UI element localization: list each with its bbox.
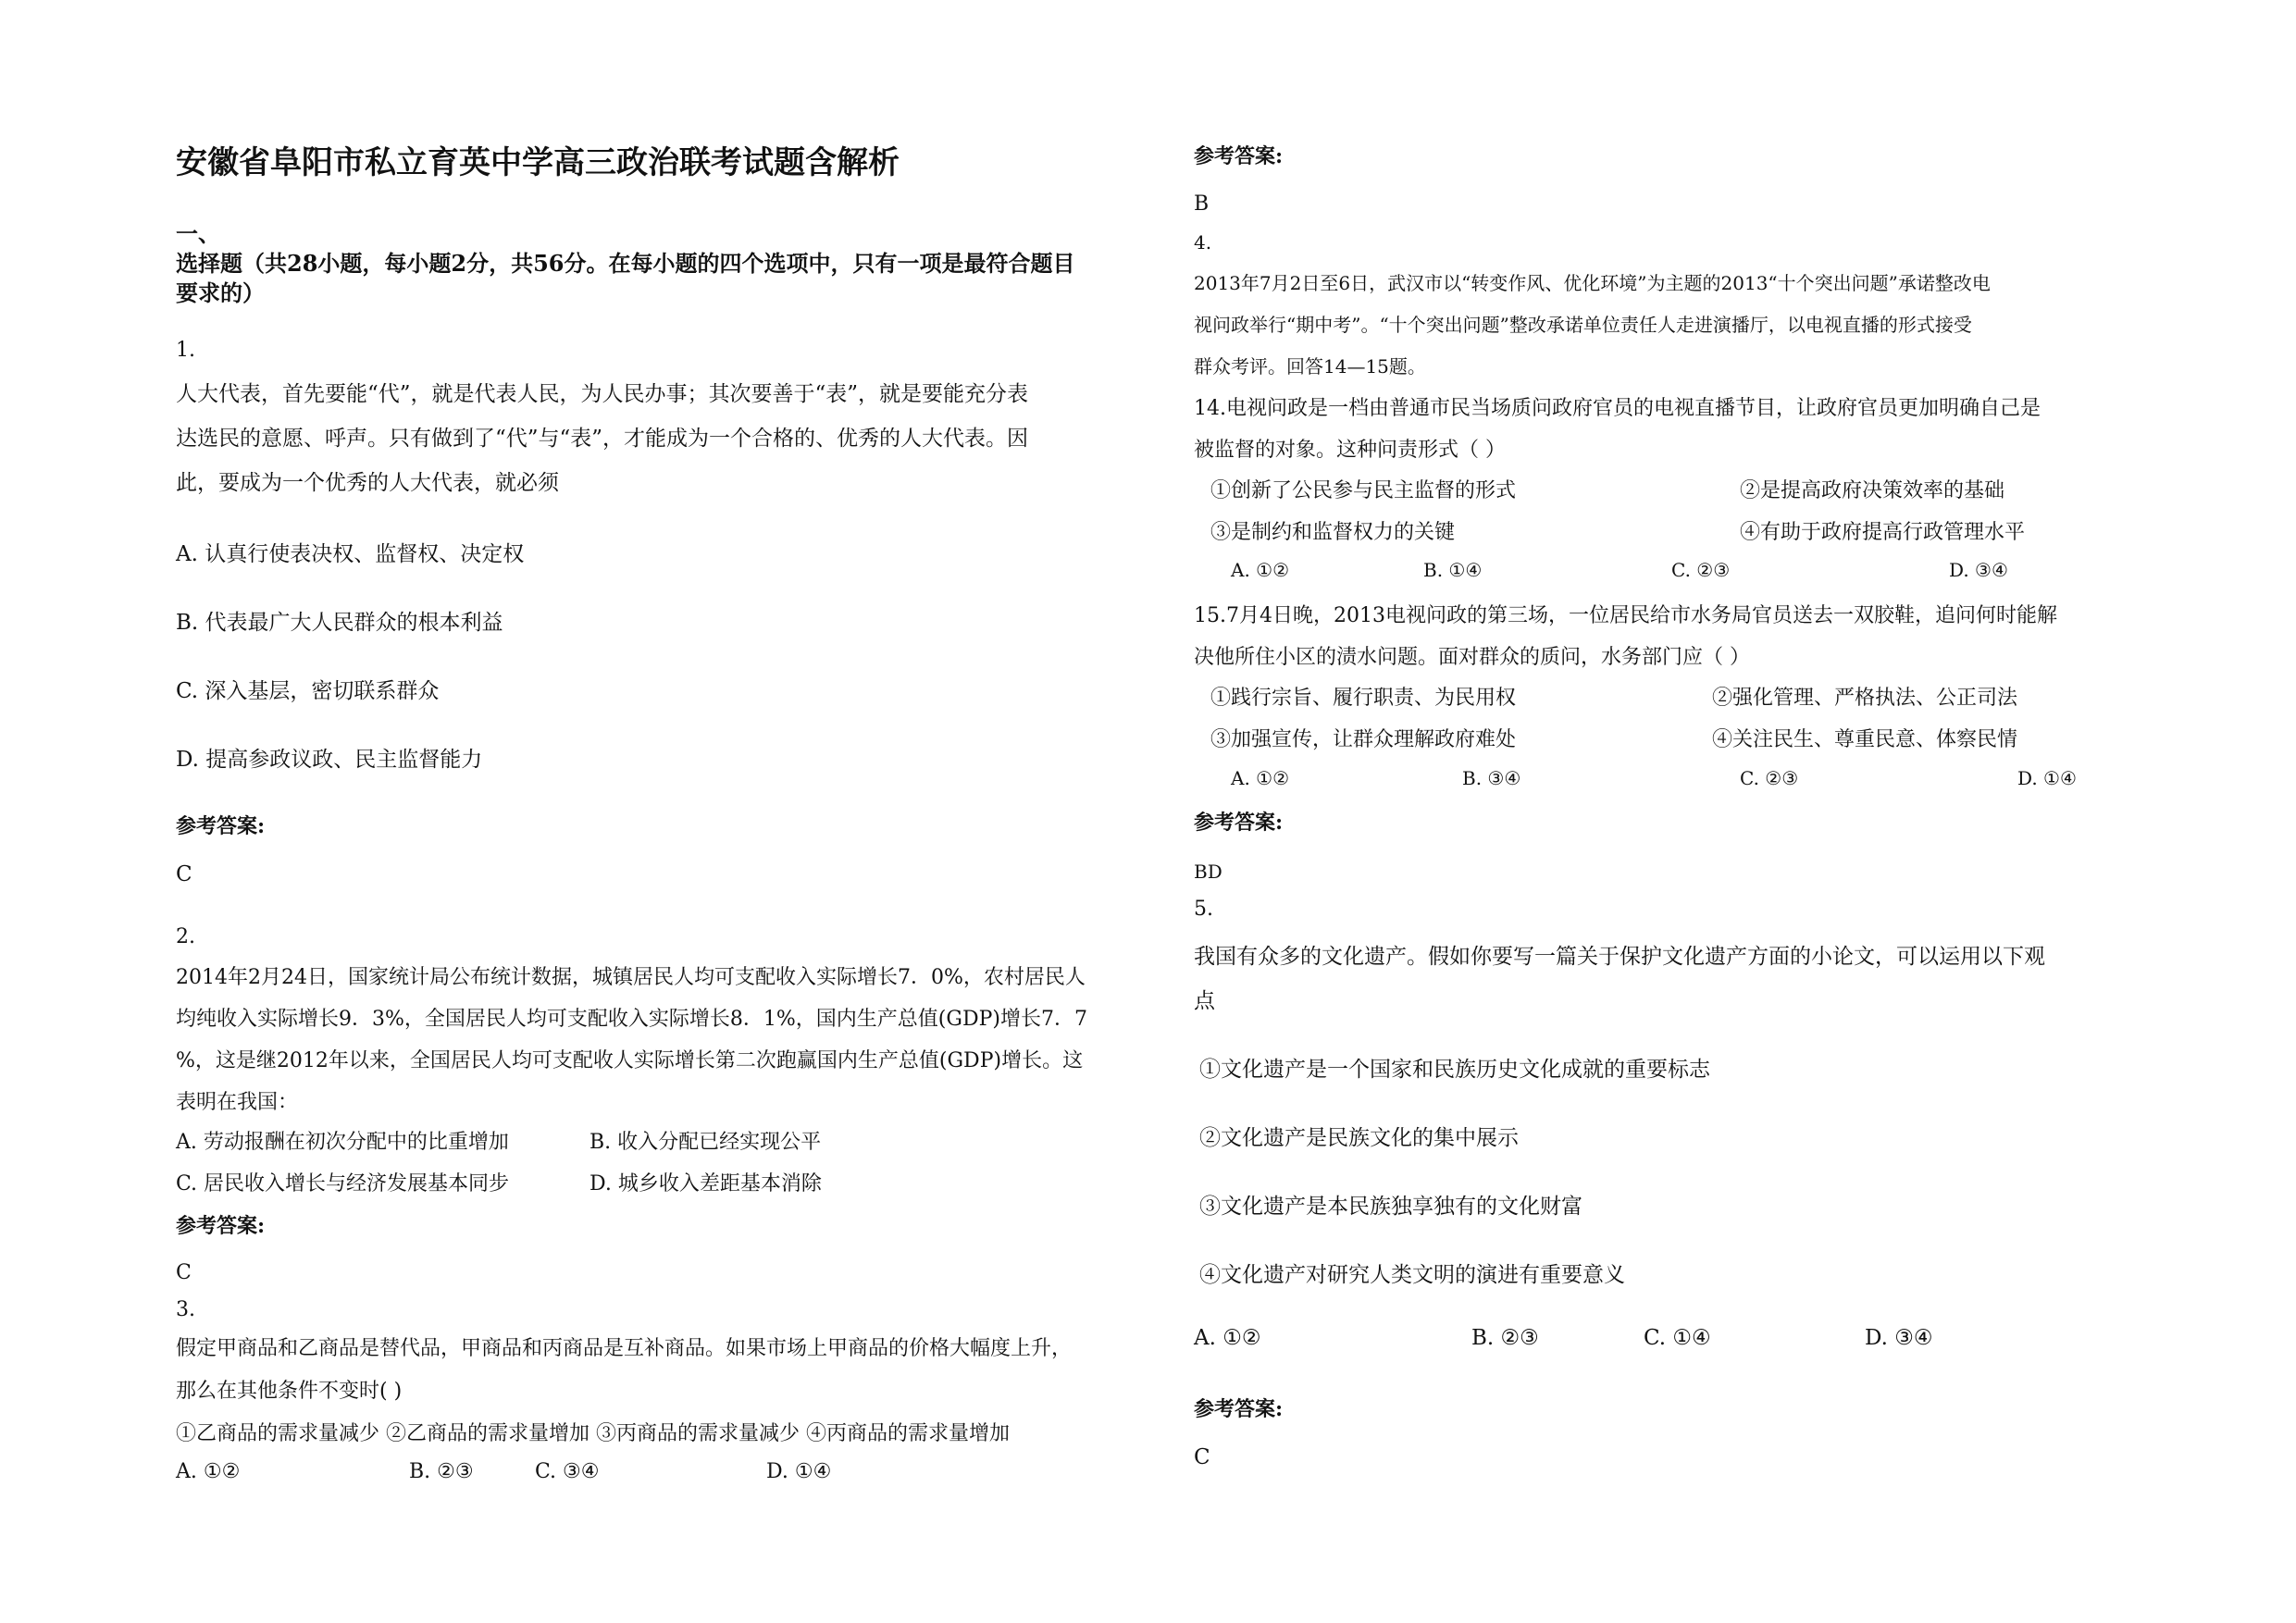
- question-14-text-line-1: 14.电视问政是一档由普通市民当场质问政府官员的电视直播节目，让政府官员更加明确自己是: [1194, 397, 2041, 420]
- question-14-option-d: D. ③④: [1949, 559, 2008, 581]
- question-14-statement-1: ①创新了公民参与民主监督的形式: [1210, 479, 1517, 502]
- question-3-option-c: C. ③④: [535, 1460, 600, 1483]
- question-1-text-line-2: 达选民的意愿、呼声。只有做到了“代”与“表”，才能成为一个合格的、优秀的人大代表。因: [176, 427, 1029, 451]
- question-1-option-c: C. 深入基层，密切联系群众: [176, 679, 440, 703]
- question-2-option-a: A. 劳动报酬在初次分配中的比重增加: [176, 1131, 509, 1154]
- question-5-text-line-2: 点: [1194, 989, 1215, 1013]
- question-4-number: 4.: [1194, 231, 1212, 254]
- section-description-line-1: 选择题（共28小题，每小题2分，共56分。在每小题的四个选项中，只有一项是最符合题目: [176, 250, 1075, 277]
- question-1-number: 1.: [176, 339, 195, 362]
- question-14-statement-2: ②是提高政府决策效率的基础: [1740, 479, 2005, 502]
- question-15-statement-3: ③加强宣传，让群众理解政府难处: [1210, 728, 1517, 751]
- question-3-option-a: A. ①②: [176, 1460, 241, 1483]
- question-15-option-c: C. ②③: [1740, 767, 1799, 789]
- question-2-option-b: B. 收入分配已经实现公平: [590, 1131, 822, 1154]
- question-15-text-line-1: 15.7月4日晚，2013电视问政的第三场，一位居民给市水务局官员送去一双胶鞋，追问何时能解: [1194, 604, 2057, 627]
- question-15-text-line-2: 决他所住小区的渍水问题。面对群众的质问，水务部门应（ ）: [1194, 646, 1750, 669]
- question-4-text-line-2: 视问政举行“期中考”。“十个突出问题”整改承诺单位责任人走进演播厅，以电视直播的形式接受: [1194, 314, 1972, 336]
- section-number: 一、: [176, 220, 220, 247]
- question-5-number: 5.: [1194, 898, 1213, 921]
- page-title: 安徽省阜阳市私立育英中学高三政治联考试题含解析: [176, 144, 900, 181]
- question-1-answer-label: 参考答案:: [176, 814, 266, 838]
- question-5-answer-label: 参考答案:: [1194, 1397, 1284, 1421]
- question-4-text-line-1: 2013年7月2日至6日，武汉市以“转变作风、优化环境”为主题的2013“十个突出问题”承诺整改电: [1194, 272, 1991, 294]
- question-2-answer: C: [176, 1261, 192, 1284]
- question-5-option-b: B. ②③: [1471, 1326, 1539, 1350]
- question-15-option-d: D. ①④: [2017, 767, 2077, 789]
- question-15-statement-2: ②强化管理、严格执法、公正司法: [1712, 687, 2018, 710]
- question-3-text-line-2: 那么在其他条件不变时( ): [176, 1380, 403, 1403]
- question-5-answer: C: [1194, 1445, 1210, 1469]
- question-3-option-b: B. ②③: [409, 1460, 474, 1483]
- question-4-answer: BD: [1194, 861, 1222, 883]
- question-5-option-a: A. ①②: [1194, 1326, 1261, 1350]
- question-14-option-b: B. ①④: [1423, 559, 1483, 581]
- question-2-text-line-2: 均纯收入实际增长9．3%，全国居民人均可支配收入实际增长8．1%，国内生产总值(GDP)增长7．7: [176, 1008, 1087, 1031]
- question-14-statement-3: ③是制约和监督权力的关键: [1210, 521, 1456, 544]
- question-4-answer-label: 参考答案:: [1194, 811, 1284, 835]
- question-5-statement-1: ①文化遗产是一个国家和民族历史文化成就的重要标志: [1199, 1058, 1710, 1082]
- question-2-text-line-3: %，这是继2012年以来，全国居民人均可支配收人实际增长第二次跑赢国内生产总值(GDP)增长。这: [176, 1049, 1084, 1072]
- question-3-number: 3.: [176, 1298, 195, 1321]
- question-3-statements: ①乙商品的需求量减少 ②乙商品的需求量增加 ③丙商品的需求量减少 ④丙商品的需求量增加: [176, 1422, 1010, 1445]
- question-2-option-d: D. 城乡收入差距基本消除: [590, 1172, 822, 1196]
- question-1-answer: C: [176, 862, 192, 886]
- question-5-statement-2: ②文化遗产是民族文化的集中展示: [1199, 1126, 1519, 1150]
- question-14-option-c: C. ②③: [1671, 559, 1731, 581]
- question-15-option-b: B. ③④: [1462, 767, 1521, 789]
- question-14-option-a: A. ①②: [1231, 559, 1290, 581]
- question-14-text-line-2: 被监督的对象。这种问责形式（ ）: [1194, 439, 1506, 462]
- question-15-option-a: A. ①②: [1231, 767, 1290, 789]
- question-1-option-b: B. 代表最广大人民群众的根本利益: [176, 611, 503, 635]
- question-5-option-c: C. ①④: [1644, 1326, 1711, 1350]
- question-2-text-line-1: 2014年2月24日，国家统计局公布统计数据，城镇居民人均可支配收入实际增长7．0%，农村居民人: [176, 966, 1086, 989]
- question-2-option-c: C. 居民收入增长与经济发展基本同步: [176, 1172, 510, 1196]
- question-2-text-line-4: 表明在我国：: [176, 1091, 299, 1114]
- question-1-option-d: D. 提高参政议政、民主监督能力: [176, 748, 483, 772]
- question-5-statement-3: ③文化遗产是本民族独享独有的文化财富: [1199, 1195, 1582, 1219]
- question-2-number: 2.: [176, 925, 195, 948]
- question-5-option-d: D. ③④: [1865, 1326, 1933, 1350]
- question-15-statement-1: ①践行宗旨、履行职责、为民用权: [1210, 687, 1517, 710]
- question-1-option-a: A. 认真行使表决权、监督权、决定权: [176, 542, 525, 566]
- question-3-answer-label: 参考答案:: [1194, 144, 1284, 168]
- section-description-line-2: 要求的）: [176, 279, 265, 306]
- question-2-answer-label: 参考答案:: [176, 1214, 266, 1238]
- question-14-statement-4: ④有助于政府提高行政管理水平: [1740, 521, 2026, 544]
- question-3-text-line-1: 假定甲商品和乙商品是替代品，甲商品和丙商品是互补商品。如果市场上甲商品的价格大幅度上升，: [176, 1337, 1073, 1360]
- question-1-text-line-3: 此，要成为一个优秀的人大代表，就必须: [176, 471, 559, 495]
- question-15-statement-4: ④关注民生、尊重民意、体察民情: [1712, 728, 2018, 751]
- question-4-text-line-3: 群众考评。回答14—15题。: [1194, 355, 1426, 378]
- question-3-option-d: D. ①④: [766, 1460, 832, 1483]
- question-3-answer: B: [1194, 192, 1210, 216]
- question-5-statement-4: ④文化遗产对研究人类文明的演进有重要意义: [1199, 1263, 1625, 1287]
- question-5-text-line-1: 我国有众多的文化遗产。假如你要写一篇关于保护文化遗产方面的小论文，可以运用以下观: [1194, 945, 2045, 969]
- question-1-text-line-1: 人大代表，首先要能“代”，就是代表人民，为人民办事；其次要善于“表”，就是要能充分表: [176, 382, 1029, 406]
